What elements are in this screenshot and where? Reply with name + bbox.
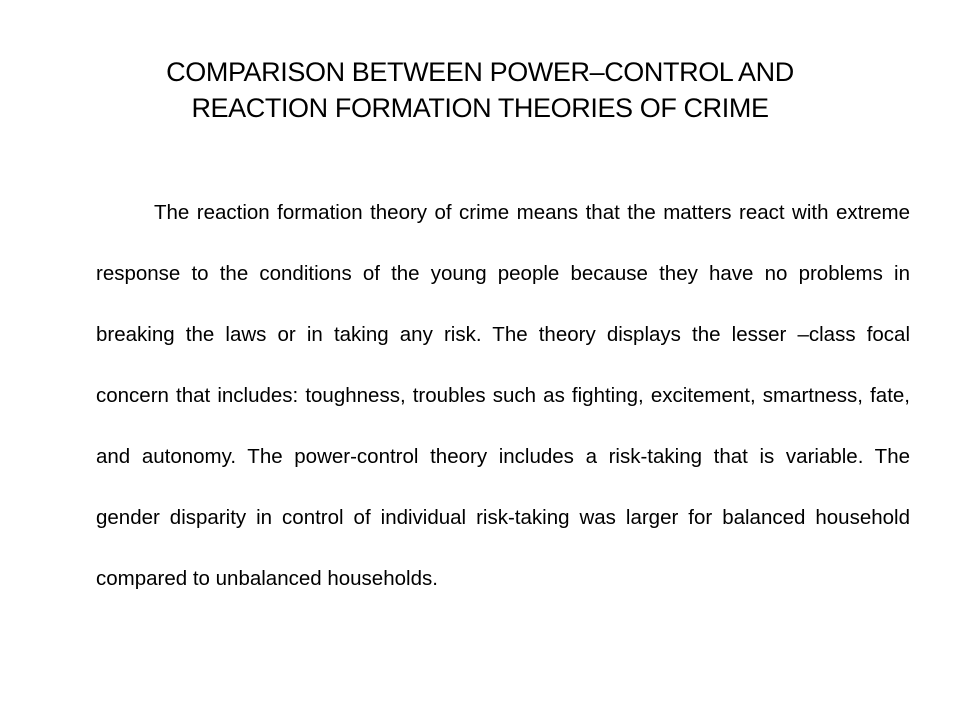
slide-title-line-2: REACTION FORMATION THEORIES OF CRIME [191, 93, 769, 123]
body-paragraph: The reaction formation theory of crime means that the matters react with extreme response to the conditions of the young people because they have no problems in breaking the laws or in taking any risk. The theory displays the lesser –class focal concern that includes: toughness, troubles such as fighting, excitement, smartness, fate, and autonomy. The power-control theory includes a risk-taking that is variable. The gender disparity in control of individual risk-taking was larger for balanced household compared to unbalanced households. [96, 201, 910, 590]
slide-title [60, 54, 900, 126]
slide-title-line-1: COMPARISON BETWEEN POWER–CONTROL AND [166, 57, 794, 87]
